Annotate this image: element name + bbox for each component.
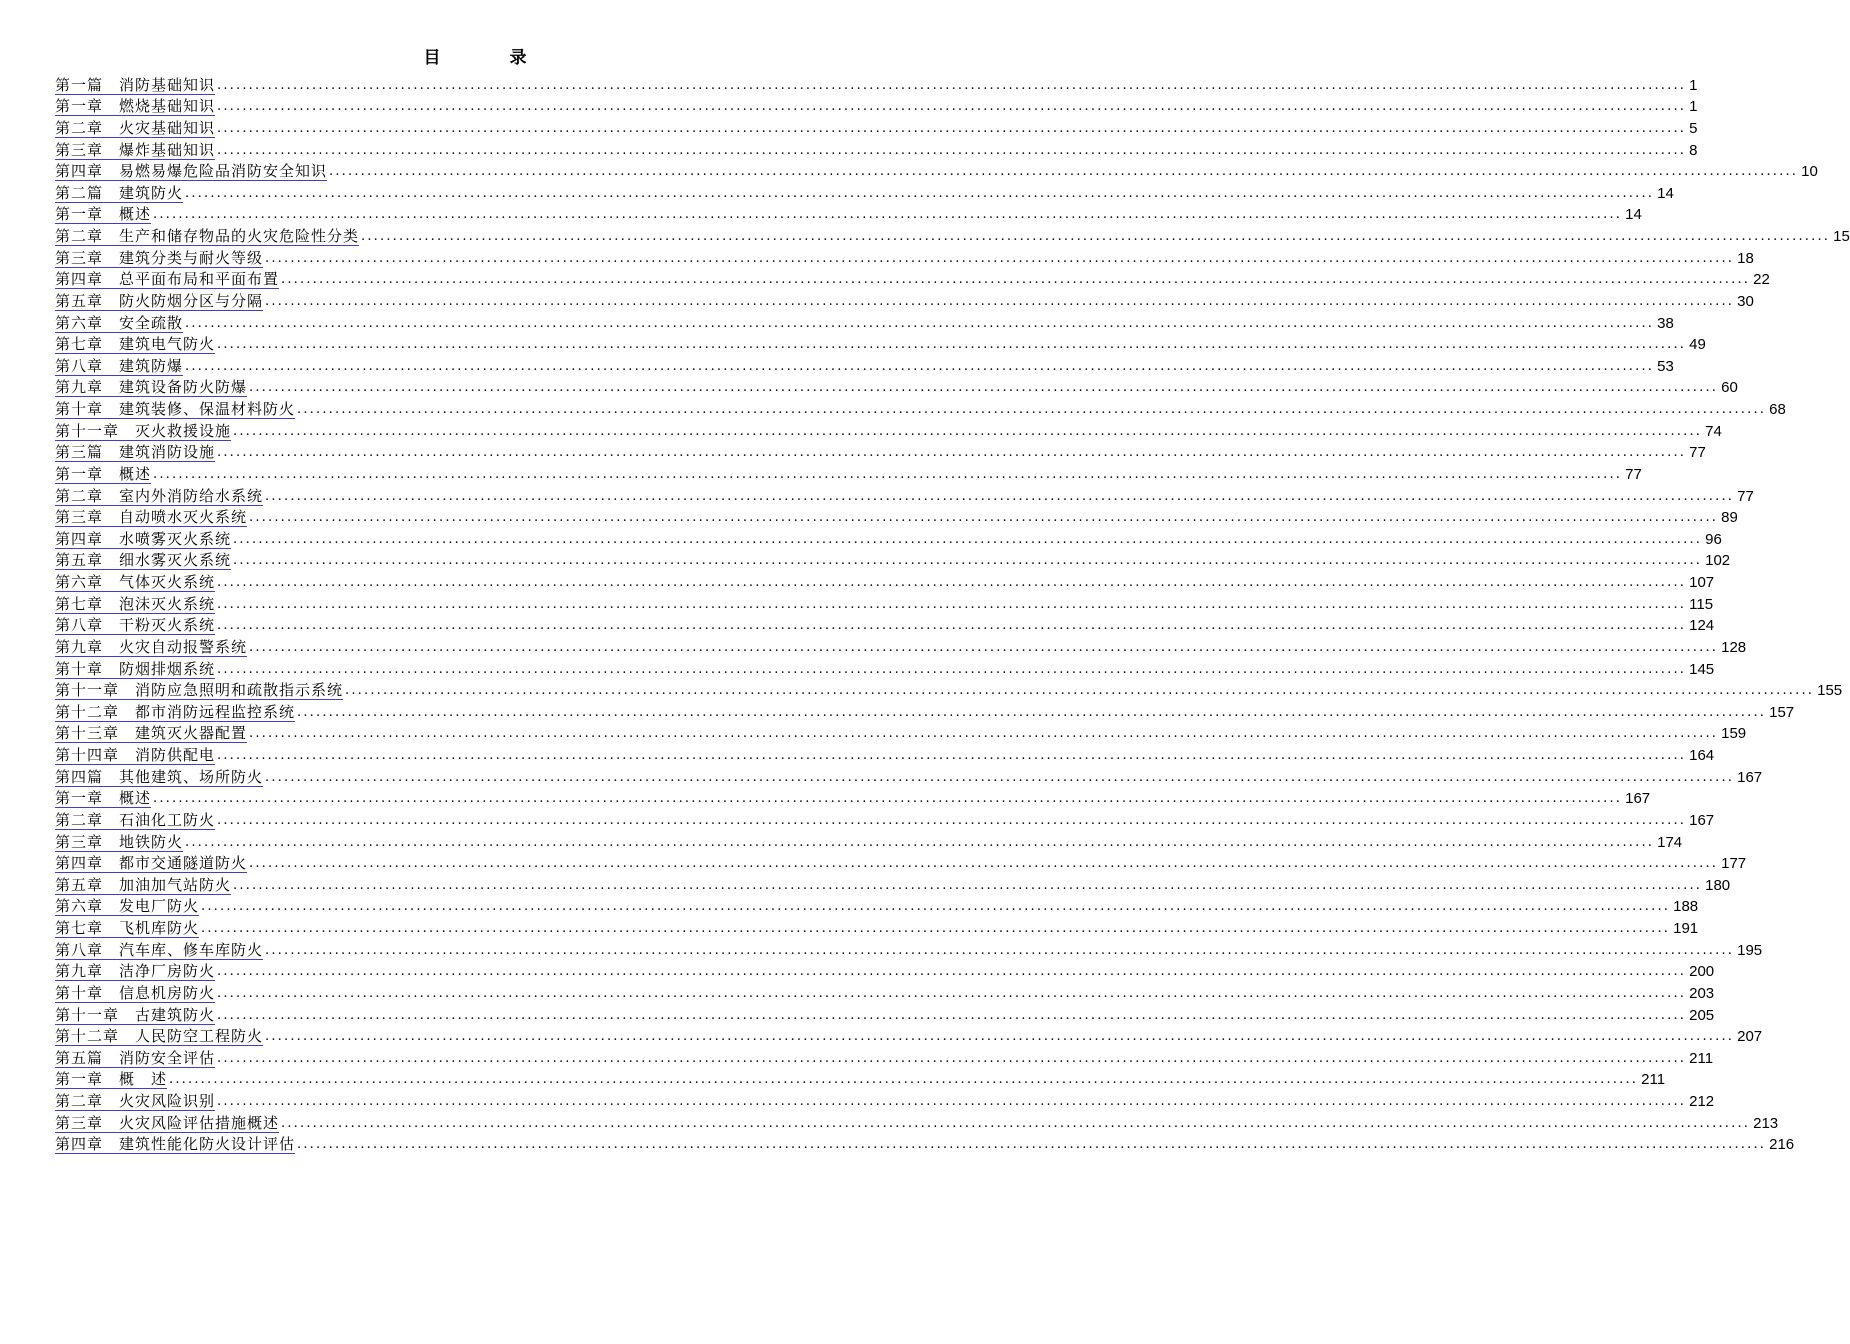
toc-entry[interactable] (55, 916, 1699, 938)
toc-entry-page-number: 211 (1641, 1071, 1666, 1089)
toc-entry-page-number: 77 (1737, 487, 1754, 505)
toc-entry-page-number: 195 (1737, 941, 1763, 959)
toc-entry-link[interactable]: 第一章 概述 (55, 789, 152, 808)
toc-entry-link[interactable]: 第三章 自动喷水灭火系统 (55, 508, 248, 527)
toc-entry-page-number: 30 (1737, 292, 1754, 310)
toc-entry-link[interactable]: 第十章 信息机房防火 (55, 983, 216, 1002)
toc-entry-leader: ........................................................................................................................................................................................................................................ (185, 834, 1655, 850)
toc-entry-leader: ........................................................................................................................................................................................................................................ (217, 661, 1687, 677)
toc-entry-leader: ........................................................................................................................................................................................................................................ (265, 1029, 1735, 1045)
toc-entry-link[interactable]: 第五章 防火防烟分区与分隔 (55, 291, 264, 310)
toc-entry-link[interactable]: 第四章 建筑性能化防火设计评估 (55, 1135, 296, 1154)
toc-entry-link[interactable]: 第二章 室内外消防给水系统 (55, 486, 264, 505)
toc-entry[interactable] (55, 830, 1683, 852)
toc-entry-link[interactable]: 第四篇 其他建筑、场所防火 (55, 767, 264, 786)
toc-entry[interactable] (55, 484, 1754, 506)
toc-entry[interactable] (55, 203, 1642, 225)
toc-entry[interactable] (55, 1025, 1763, 1047)
toc-entry[interactable] (55, 787, 1651, 809)
toc-entry-link[interactable]: 第五篇 消防安全评估 (55, 1048, 216, 1067)
toc-entry-page-number: 164 (1689, 747, 1715, 764)
toc-entry-page-number: 124 (1689, 617, 1715, 635)
toc-entry-link[interactable]: 第一篇 消防基础知识 (55, 75, 216, 94)
toc-entry-link[interactable]: 第一章 概 述 (55, 1070, 168, 1089)
toc-entry[interactable] (55, 138, 1698, 160)
toc-entry-link[interactable]: 第十一章 消防应急照明和疏散指示系统 (55, 681, 344, 700)
toc-entry-leader: ........................................................................................................................................................................................................................................ (217, 99, 1687, 115)
toc-entry[interactable] (55, 441, 1706, 463)
toc-entry-link[interactable]: 第十二章 都市消防远程监控系统 (55, 702, 296, 721)
toc-entry-page-number: 211 (1689, 1049, 1714, 1067)
toc-entry-link[interactable]: 第四章 水喷雾灭火系统 (55, 529, 232, 548)
toc-entry-page-number: 128 (1721, 638, 1747, 656)
toc-entry-link[interactable]: 第九章 建筑设备防火防爆 (55, 378, 248, 397)
toc-entry-link[interactable]: 第九章 洁净厂房防火 (55, 962, 216, 981)
toc-entry[interactable] (55, 592, 1714, 614)
toc-entry[interactable] (55, 1089, 1715, 1111)
toc-entry[interactable] (55, 116, 1698, 138)
toc-entry-page-number: 89 (1721, 509, 1738, 527)
toc-entry-page-number: 174 (1657, 833, 1683, 851)
toc-entry-page-number: 49 (1689, 336, 1706, 354)
toc-entry[interactable] (55, 700, 1795, 722)
toc-list (55, 73, 1850, 1154)
toc-entry-link[interactable]: 第八章 建筑防爆 (55, 356, 184, 375)
toc-entry-leader: ........................................................................................................................................................................................................................................ (169, 1072, 1639, 1088)
toc-entry-page-number: 102 (1705, 552, 1731, 570)
toc-entry-link[interactable]: 第三章 建筑分类与耐火等级 (55, 248, 264, 267)
toc-entry-page-number: 77 (1625, 465, 1642, 483)
toc-entry-leader: ........................................................................................................................................................................................................................................ (233, 553, 1703, 569)
toc-entry-link[interactable]: 第三章 爆炸基础知识 (55, 140, 216, 159)
toc-entry-page-number: 53 (1657, 357, 1674, 375)
toc-entry-page-number: 177 (1721, 855, 1747, 873)
toc-entry-link[interactable]: 第五章 加油加气站防火 (55, 875, 232, 894)
toc-entry-link[interactable]: 第十章 建筑装修、保温材料防火 (55, 400, 296, 418)
toc-entry-leader: ........................................................................................................................................................................................................................................ (217, 985, 1687, 1001)
toc-entry-page-number: 115 (1689, 595, 1714, 613)
toc-entry[interactable] (55, 527, 1722, 549)
toc-entry-link[interactable]: 第六章 气体灭火系统 (55, 573, 216, 591)
toc-entry-leader: ........................................................................................................................................................................................................................................ (217, 142, 1687, 158)
toc-entry-leader: ........................................................................................................................................................................................................................................ (217, 575, 1687, 590)
toc-entry[interactable] (55, 895, 1699, 917)
toc-entry-leader: ........................................................................................................................................................................................................................................ (233, 423, 1703, 439)
toc-entry-link[interactable]: 第七章 泡沫灭火系统 (55, 594, 216, 613)
toc-entry[interactable] (55, 462, 1642, 484)
toc-entry[interactable] (55, 657, 1715, 679)
toc-entry-leader: ........................................................................................................................................................................................................................................ (217, 337, 1687, 353)
toc-entry-page-number: 213 (1753, 1114, 1779, 1132)
toc-entry-leader: ........................................................................................................................................................................................................................................ (265, 769, 1735, 785)
toc-entry-leader: ........................................................................................................................................................................................................................................ (265, 488, 1735, 504)
toc-title: 目 录 (423, 48, 553, 68)
toc-entry-link[interactable]: 第八章 汽车库、修车库防火 (55, 940, 264, 959)
toc-entry[interactable] (55, 960, 1715, 982)
toc-entry-page-number: 212 (1689, 1093, 1715, 1110)
toc-entry-leader: ........................................................................................................................................................................................................................................ (329, 164, 1799, 180)
toc-entry[interactable] (55, 808, 1715, 830)
toc-entry-leader: ........................................................................................................................................................................................................................................ (217, 445, 1687, 461)
toc-entry[interactable] (55, 981, 1715, 1003)
toc-entry-leader: ........................................................................................................................................................................................................................................ (265, 942, 1735, 958)
toc-entry-link[interactable]: 第六章 发电厂防火 (55, 897, 200, 916)
toc-entry-link[interactable]: 第六章 安全疏散 (55, 313, 184, 332)
toc-entry-link[interactable]: 第十三章 建筑灭火器配置 (55, 724, 248, 743)
toc-entry-page-number: 167 (1689, 811, 1715, 829)
toc-entry[interactable] (55, 765, 1763, 787)
toc-entry[interactable] (55, 570, 1715, 592)
toc-entry-leader: ........................................................................................................................................................................................................................................ (345, 683, 1815, 699)
toc-entry[interactable] (55, 268, 1770, 290)
toc-entry[interactable] (55, 246, 1754, 268)
toc-entry-page-number: 216 (1769, 1136, 1795, 1154)
toc-entry[interactable] (55, 95, 1698, 117)
toc-entry-leader: ........................................................................................................................................................................................................................................ (153, 207, 1623, 223)
toc-entry-leader: ........................................................................................................................................................................................................................................ (153, 466, 1623, 482)
toc-entry-page-number: 157 (1769, 703, 1795, 721)
toc-entry-leader: ........................................................................................................................................................................................................................................ (233, 531, 1703, 547)
toc-entry-leader: ........................................................................................................................................................................................................................................ (249, 380, 1719, 396)
toc-entry[interactable] (55, 419, 1722, 441)
toc-entry-link[interactable]: 第三章 火灾风险评估措施概述 (55, 1113, 280, 1132)
toc-entry-leader: ........................................................................................................................................................................................................................................ (265, 250, 1735, 266)
toc-entry[interactable] (55, 1133, 1795, 1155)
toc-entry[interactable] (55, 938, 1763, 960)
toc-entry-leader: ........................................................................................................................................................................................................................................ (217, 812, 1687, 828)
toc-entry-leader: ........................................................................................................................................................................................................................................ (217, 120, 1687, 136)
toc-entry[interactable] (55, 549, 1731, 571)
toc-entry-leader: ........................................................................................................................................................................................................................................ (265, 293, 1735, 309)
toc-entry-leader: ........................................................................................................................................................................................................................................ (281, 1115, 1751, 1131)
toc-entry-page-number: 159 (1721, 725, 1747, 743)
toc-entry-link[interactable]: 第七章 飞机库防火 (55, 919, 200, 937)
toc-entry-page-number: 10 (1801, 163, 1818, 181)
toc-entry-leader: ........................................................................................................................................................................................................................................ (185, 315, 1655, 331)
toc-entry[interactable] (55, 181, 1674, 203)
toc-entry-leader: ........................................................................................................................................................................................................................................ (201, 899, 1671, 915)
toc-entry[interactable] (55, 722, 1747, 744)
toc-entry-leader: ........................................................................................................................................................................................................................................ (233, 877, 1703, 893)
toc-entry[interactable] (55, 1111, 1779, 1133)
toc-entry-link[interactable]: 第一章 概述 (55, 464, 152, 483)
toc-entry-leader: ........................................................................................................................................................................................................................................ (249, 510, 1719, 526)
toc-entry-link[interactable]: 第三章 地铁防火 (55, 832, 184, 851)
toc-entry-link[interactable]: 第八章 干粉灭火系统 (55, 616, 216, 635)
toc-entry-page-number: 22 (1753, 271, 1770, 289)
toc-entry[interactable] (55, 73, 1698, 95)
toc-entry-leader: ........................................................................................................................................................................................................................................ (249, 639, 1719, 655)
toc-entry-link[interactable]: 第二篇 建筑防火 (55, 183, 184, 202)
toc-entry-page-number: 167 (1737, 768, 1763, 786)
toc-entry-link[interactable]: 第十二章 人民防空工程防火 (55, 1027, 264, 1046)
toc-entry-leader: ........................................................................................................................................................................................................................................ (217, 1007, 1687, 1023)
toc-entry-page-number: 38 (1657, 314, 1674, 332)
toc-entry-page-number: 145 (1689, 660, 1715, 678)
toc-entry-page-number: 200 (1689, 963, 1715, 981)
toc-entry-link[interactable]: 第十一章 灭火救援设施 (55, 421, 232, 440)
toc-entry-page-number: 1 (1689, 98, 1698, 116)
toc-entry[interactable] (55, 1068, 1666, 1090)
toc-entry-leader: ........................................................................................................................................................................................................................................ (297, 704, 1767, 720)
toc-entry-page-number: 205 (1689, 1006, 1715, 1024)
toc-entry-leader: ........................................................................................................................................................................................................................................ (217, 748, 1687, 763)
toc-entry-page-number: 203 (1689, 984, 1715, 1002)
toc-entry-leader: ........................................................................................................................................................................................................................................ (217, 964, 1687, 980)
toc-entry-page-number: 5 (1689, 119, 1698, 137)
toc-entry-page-number: 167 (1625, 790, 1651, 808)
toc-entry[interactable] (55, 1003, 1715, 1025)
toc-entry-link[interactable]: 第二章 生产和储存物品的火灾危险性分类 (55, 227, 360, 245)
toc-entry-link[interactable]: 第一章 概述 (55, 205, 152, 224)
toc-entry-page-number: 15 (1833, 228, 1850, 245)
toc-entry-link[interactable]: 第十一章 古建筑防火 (55, 1005, 216, 1024)
toc-entry[interactable] (55, 289, 1754, 311)
toc-entry[interactable] (55, 311, 1674, 333)
toc-entry-page-number: 1 (1689, 76, 1698, 94)
toc-entry-leader: ........................................................................................................................................................................................................................................ (249, 856, 1719, 872)
toc-entry-page-number: 96 (1705, 530, 1722, 548)
toc-entry-link[interactable]: 第十章 防烟排烟系统 (55, 659, 216, 678)
toc-entry-page-number: 60 (1721, 379, 1738, 397)
toc-entry-link[interactable]: 第七章 建筑电气防火 (55, 335, 216, 354)
toc-entry-page-number: 191 (1673, 920, 1699, 937)
toc-entry[interactable] (55, 1046, 1714, 1068)
toc-entry-page-number: 155 (1817, 682, 1843, 700)
toc-entry-page-number: 74 (1705, 422, 1722, 440)
toc-entry-page-number: 14 (1625, 206, 1642, 224)
toc-entry[interactable] (55, 614, 1715, 636)
toc-entry[interactable] (55, 852, 1747, 874)
toc-entry-leader: ........................................................................................................................................................................................................................................ (185, 185, 1655, 201)
toc-entry[interactable] (55, 506, 1738, 528)
toc-entry-leader: ........................................................................................................................................................................................................................................ (297, 402, 1767, 417)
toc-entry-link[interactable]: 第二章 火灾风险识别 (55, 1092, 216, 1110)
toc-entry-leader: ........................................................................................................................................................................................................................................ (217, 1094, 1687, 1109)
toc-entry-page-number: 180 (1705, 876, 1731, 894)
toc-entry-page-number: 107 (1689, 574, 1715, 591)
toc-entry-link[interactable]: 第四章 总平面布局和平面布置 (55, 270, 280, 289)
toc-entry-page-number: 18 (1737, 249, 1754, 267)
toc-entry-leader: ........................................................................................................................................................................................................................................ (153, 791, 1623, 807)
toc-entry-leader: ........................................................................................................................................................................................................................................ (217, 618, 1687, 634)
toc-entry-link[interactable]: 第十四章 消防供配电 (55, 746, 216, 764)
toc-entry-page-number: 8 (1689, 141, 1698, 159)
toc-entry-leader: ........................................................................................................................................................................................................................................ (361, 229, 1831, 244)
toc-entry-link[interactable]: 第四章 都市交通隧道防火 (55, 854, 248, 873)
toc-entry[interactable] (55, 397, 1786, 419)
toc-entry-link[interactable]: 第四章 易燃易爆危险品消防安全知识 (55, 162, 328, 181)
toc-entry-leader: ........................................................................................................................................................................................................................................ (249, 726, 1719, 742)
toc-entry-link[interactable]: 第一章 燃烧基础知识 (55, 97, 216, 116)
toc-entry-page-number: 14 (1657, 184, 1674, 202)
toc-entry[interactable] (55, 224, 1850, 246)
toc-entry[interactable] (55, 376, 1738, 398)
toc-entry-page-number: 68 (1769, 401, 1786, 418)
toc-entry-leader: ........................................................................................................................................................................................................................................ (297, 1137, 1767, 1153)
toc-entry[interactable] (55, 333, 1706, 355)
toc-entry[interactable] (55, 160, 1818, 182)
toc-entry[interactable] (55, 679, 1843, 701)
toc-entry-leader: ........................................................................................................................................................................................................................................ (217, 596, 1687, 612)
toc-entry-leader: ........................................................................................................................................................................................................................................ (281, 272, 1751, 288)
toc-entry-leader: ........................................................................................................................................................................................................................................ (217, 1050, 1687, 1066)
toc-entry-link[interactable]: 第五章 细水雾灭火系统 (55, 551, 232, 570)
toc-entry[interactable] (55, 743, 1715, 765)
toc-entry-page-number: 188 (1673, 898, 1699, 916)
toc-entry[interactable] (55, 873, 1731, 895)
toc-entry-page-number: 77 (1689, 444, 1706, 462)
toc-entry-leader: ........................................................................................................................................................................................................................................ (185, 358, 1655, 374)
toc-entry-leader: ........................................................................................................................................................................................................................................ (201, 921, 1671, 936)
toc-entry-link[interactable]: 第二章 火灾基础知识 (55, 118, 216, 137)
toc-entry-leader: ........................................................................................................................................................................................................................................ (217, 77, 1687, 93)
toc-entry-link[interactable]: 第二章 石油化工防火 (55, 810, 216, 829)
toc-entry[interactable] (55, 635, 1747, 657)
toc-entry-page-number: 207 (1737, 1028, 1763, 1046)
toc-entry[interactable] (55, 354, 1674, 376)
toc-entry-link[interactable]: 第九章 火灾自动报警系统 (55, 637, 248, 656)
toc-entry-link[interactable]: 第三篇 建筑消防设施 (55, 443, 216, 462)
